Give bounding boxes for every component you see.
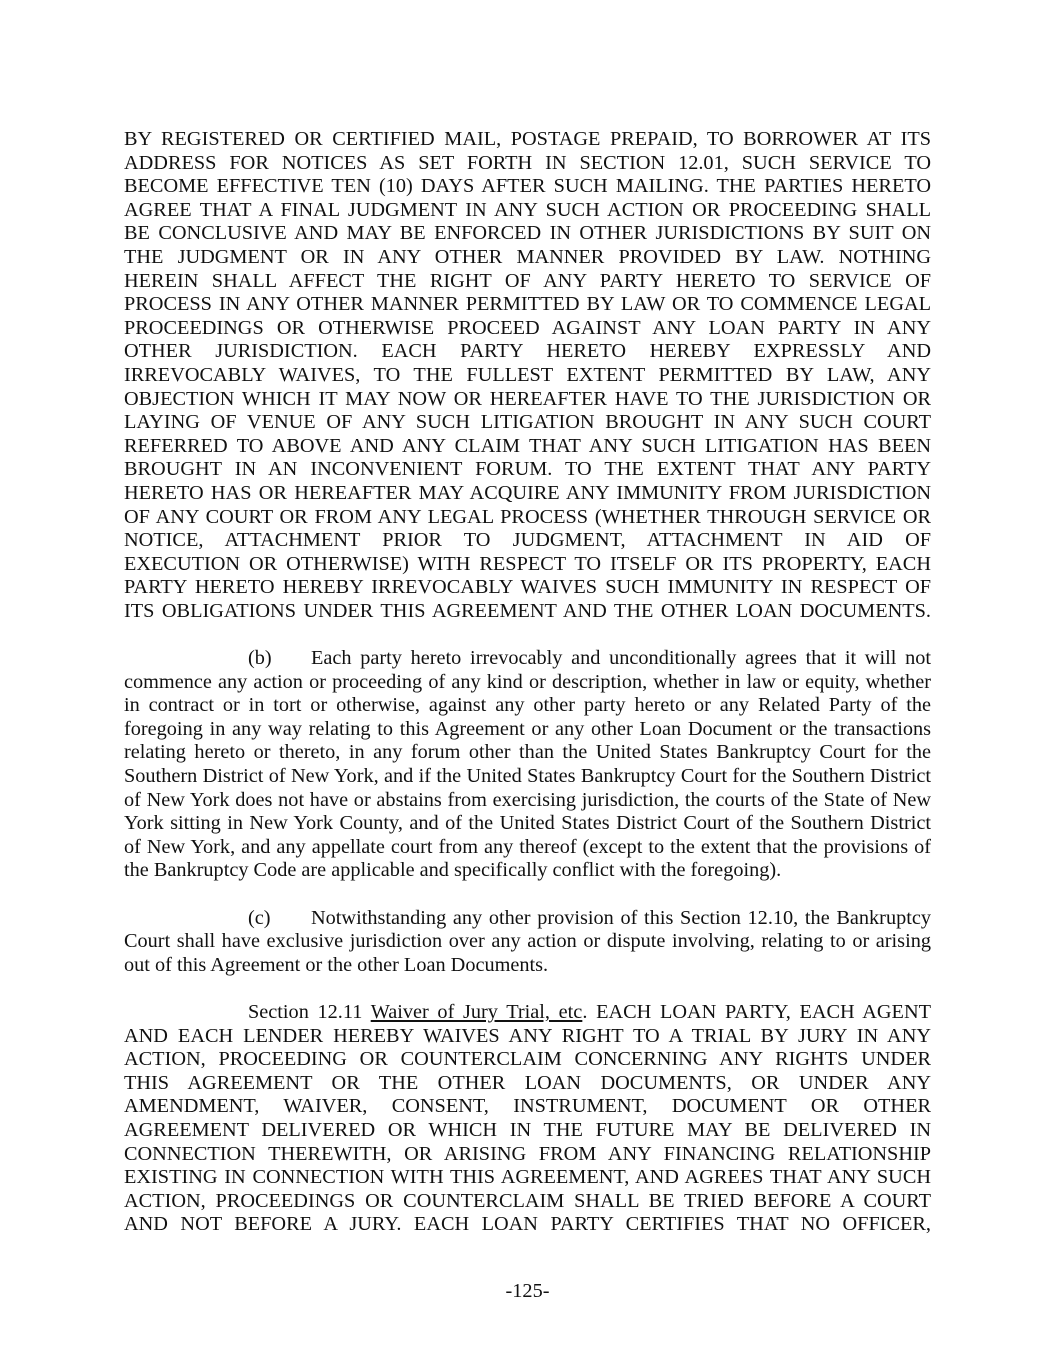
text-line: of New York, and any appellate court from any thereof (except to the extent that the provisions of [124,835,931,858]
text-line: OF ANY COURT OR FROM ANY LEGAL PROCESS (WHETHER THROUGH SERVICE OR [124,505,931,528]
document-body [124,128,931,1237]
text-line: CONNECTION THEREWITH, OR ARISING FROM ANY FINANCING RELATIONSHIP [124,1142,931,1165]
text-line: THIS AGREEMENT OR THE OTHER LOAN DOCUMENTS, OR UNDER ANY [124,1071,931,1094]
section-heading: Waiver of Jury Trial, etc [370,1000,583,1023]
section-heading-line [124,1001,931,1025]
text-line: OBJECTION WHICH IT MAY NOW OR HEREAFTER HAVE TO THE JURISDICTION OR [124,387,931,410]
text-line: REFERRED TO ABOVE AND ANY CLAIM THAT ANY SUCH LITIGATION HAS BEEN [124,434,931,457]
text-line: HEREIN SHALL AFFECT THE RIGHT OF ANY PARTY HERETO TO SERVICE OF [124,269,931,292]
text-line: IRREVOCABLY WAIVES, TO THE FULLEST EXTENT PERMITTED BY LAW, ANY [124,363,931,386]
text-line: in contract or in tort or otherwise, against any other party hereto or any Related Party of the [124,694,931,717]
text-line: ACTION, PROCEEDING OR COUNTERCLAIM CONCERNING ANY RIGHTS UNDER [124,1048,931,1071]
paragraph-p-continued [124,128,931,623]
text-line: LAYING OF VENUE OF ANY SUCH LITIGATION BROUGHT IN ANY SUCH COURT [124,411,931,434]
text-line: the Bankruptcy Code are applicable and specifically conflict with the foregoing). [124,859,782,882]
text-line: BECOME EFFECTIVE TEN (10) DAYS AFTER SUCH MAILING. THE PARTIES HERETO [124,175,931,198]
text-line [124,647,931,671]
page-number: -125- [505,1280,550,1302]
text-line: PROCESS IN ANY OTHER MANNER PERMITTED BY LAW OR TO COMMENCE LEGAL [124,293,931,316]
text-line: PARTY HERETO HEREBY IRREVOCABLY WAIVES SUCH IMMUNITY IN RESPECT OF [124,576,931,599]
text-line: NOTICE, ATTACHMENT PRIOR TO JUDGMENT, ATTACHMENT IN AID OF [124,529,931,552]
text-line: AMENDMENT, WAIVER, CONSENT, INSTRUMENT, DOCUMENT OR OTHER [124,1095,931,1118]
section-number: Section 12.11 [248,1000,363,1023]
text-line: commence any action or proceeding of any kind or description, whether in law or equity, whether [124,670,931,693]
text-line: out of this Agreement or the other Loan Documents. [124,953,549,976]
text-line: Court shall have exclusive jurisdiction over any action or dispute involving, relating to or arising [124,930,931,953]
text-line: ADDRESS FOR NOTICES AS SET FORTH IN SECTION 12.01, SUCH SERVICE TO [124,151,931,174]
text-line: of New York does not have or abstains from exercising jurisdiction, the courts of the State of New [124,788,931,811]
line-text: Each party hereto irrevocably and unconditionally agrees that it will not [311,647,931,670]
paragraph-gap [124,977,931,1001]
paragraph-gap [124,883,931,907]
paragraph-label: (b) [248,647,272,670]
text-line: BE CONCLUSIVE AND MAY BE ENFORCED IN OTHER JURISDICTIONS BY SUIT ON [124,222,931,245]
text-line: OTHER JURISDICTION. EACH PARTY HERETO HEREBY EXPRESSLY AND [124,340,931,363]
text-line: ACTION, PROCEEDINGS OR COUNTERCLAIM SHALL BE TRIED BEFORE A COURT [124,1189,931,1212]
paragraph-p-c [124,907,931,978]
text-line: THE JUDGMENT OR IN ANY OTHER MANNER PROVIDED BY LAW. NOTHING [124,245,931,268]
text-line: Southern District of New York, and if the United States Bankruptcy Court for the Southern District [124,765,931,788]
text-line: York sitting in New York County, and of the United States District Court of the Southern District [124,812,931,835]
line-text: Notwithstanding any other provision of this Section 12.10, the Bankruptcy [311,906,931,929]
text-line: HERETO HAS OR HEREAFTER MAY ACQUIRE ANY IMMUNITY FROM JURISDICTION [124,481,931,504]
text-line [124,907,931,931]
text-line: BROUGHT IN AN INCONVENIENT FORUM. TO THE EXTENT THAT ANY PARTY [124,458,931,481]
paragraph-gap [124,623,931,647]
section-12-11 [124,1001,931,1237]
text-line: EXISTING IN CONNECTION WITH THIS AGREEMENT, AND AGREES THAT ANY SUCH [124,1166,931,1189]
text-line: BY REGISTERED OR CERTIFIED MAIL, POSTAGE PREPAID, TO BORROWER AT ITS [124,128,931,150]
text-line: foregoing in any way relating to this Agreement or any other Loan Document or the transactions [124,717,931,740]
text-line: EXECUTION OR OTHERWISE) WITH RESPECT TO ITSELF OR ITS PROPERTY, EACH [124,552,931,575]
text-line: PROCEEDINGS OR OTHERWISE PROCEED AGAINST ANY LOAN PARTY IN ANY [124,316,931,339]
paragraph-label: (c) [248,906,271,929]
text-line: AGREE THAT A FINAL JUDGMENT IN ANY SUCH ACTION OR PROCEEDING SHALL [124,198,931,221]
paragraph-p-b [124,647,931,883]
text-line: AND NOT BEFORE A JURY. EACH LOAN PARTY CERTIFIES THAT NO OFFICER, [124,1213,931,1236]
line-text: . EACH LOAN PARTY, EACH AGENT [582,1000,931,1023]
text-line: relating hereto or thereto, in any forum other than the United States Bankruptcy Court for the [124,741,931,764]
text-line: AND EACH LENDER HEREBY WAIVES ANY RIGHT TO A TRIAL BY JURY IN ANY [124,1024,931,1047]
text-line: ITS OBLIGATIONS UNDER THIS AGREEMENT AND THE OTHER LOAN DOCUMENTS. [124,599,931,622]
text-line: AGREEMENT DELIVERED OR WHICH IN THE FUTURE MAY BE DELIVERED IN [124,1118,931,1141]
